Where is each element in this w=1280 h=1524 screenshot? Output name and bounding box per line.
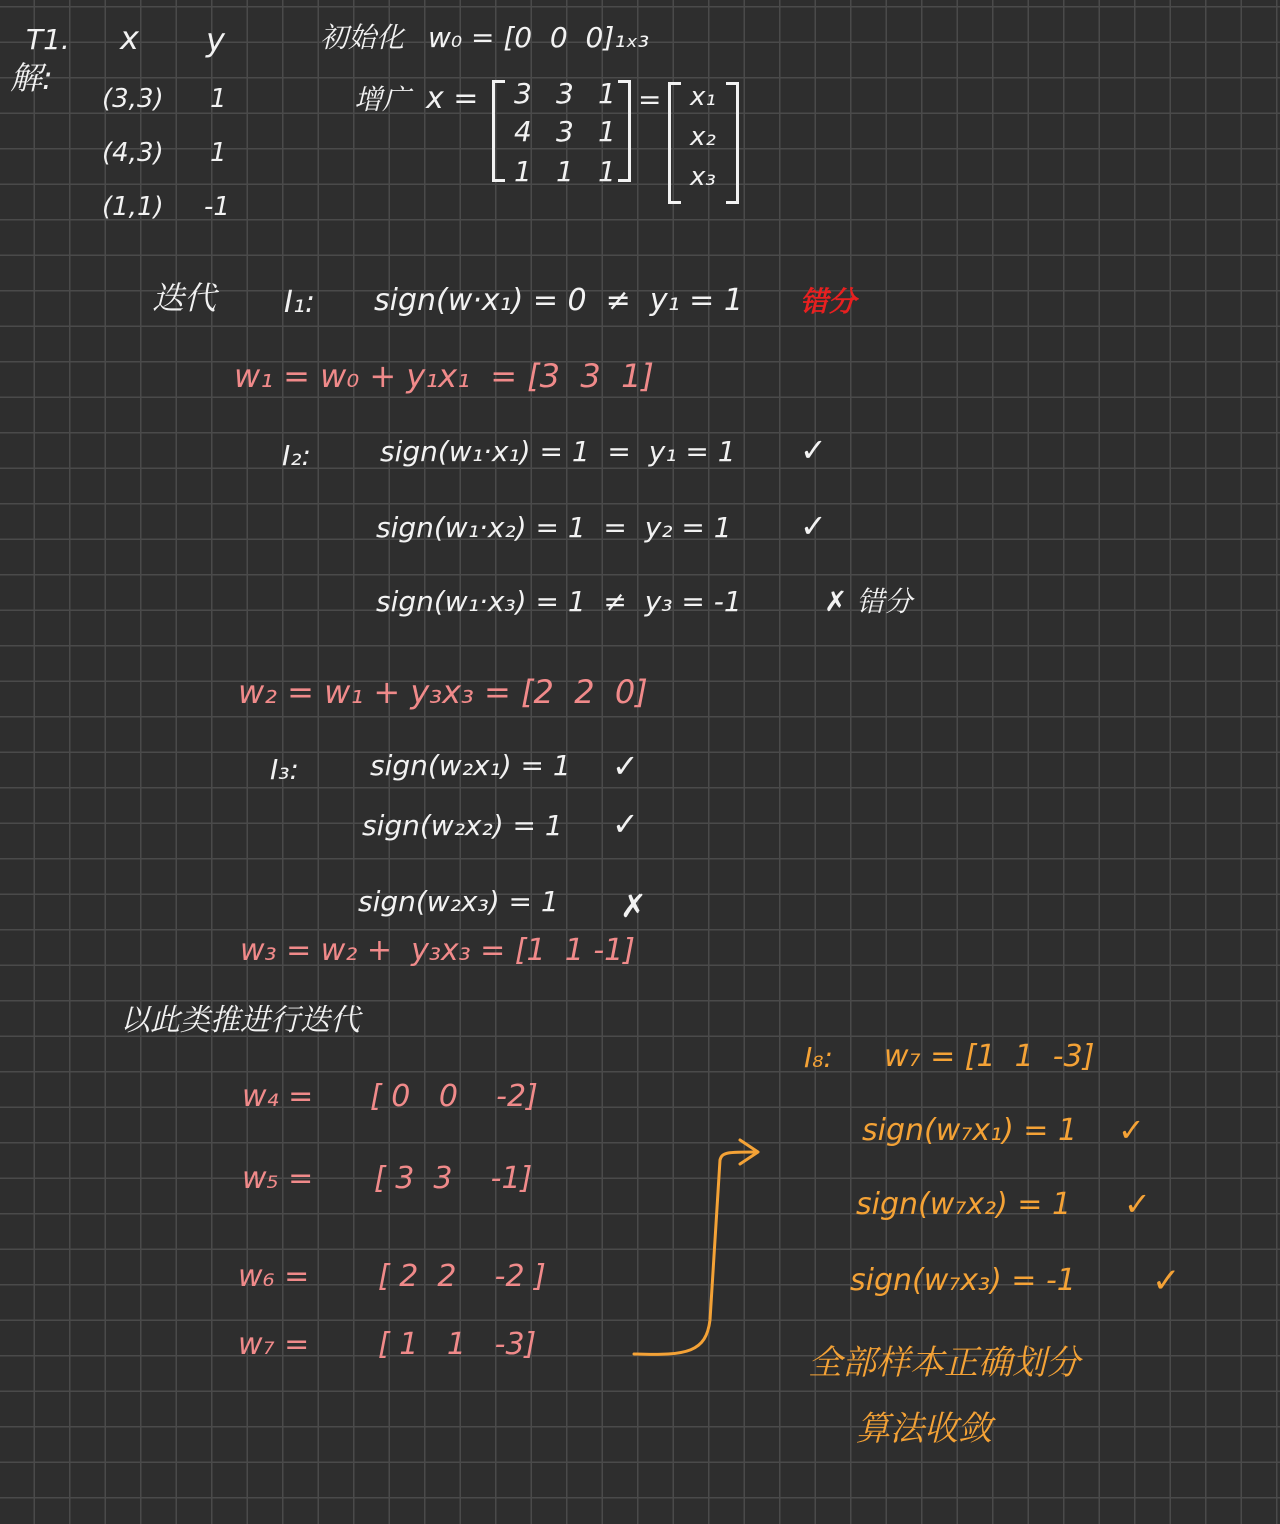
problem-label: T1. <box>26 23 70 56</box>
conclusion-line2: 算法收敛 <box>856 1409 992 1449</box>
weight-value: [ 2 2 -2 ] <box>378 1259 546 1294</box>
i2-line3: sign(w₁·x₃) = 1 ≠ y₃ = -1 <box>376 585 742 618</box>
i3-label: I₃: <box>270 753 299 786</box>
final-line1: sign(w₇x₁) = 1 <box>862 1113 1078 1148</box>
init-text: 初始化 <box>320 21 405 54</box>
iteration-title: 迭代 <box>152 279 217 317</box>
vector-cell: x₃ <box>690 162 716 192</box>
vector-left-bracket <box>668 82 681 204</box>
matrix-cell: 1 <box>598 115 616 148</box>
table-row-x: (3,3) <box>102 84 164 114</box>
weight-value: [ 3 3 -1] <box>374 1161 533 1196</box>
misclassified-mark: ✗ 错分 <box>824 585 913 618</box>
matrix-cell: 1 <box>598 155 616 188</box>
table-row-x: (4,3) <box>102 138 164 168</box>
vector-right-bracket <box>726 82 739 204</box>
check-mark: ✓ <box>800 507 827 545</box>
conclusion-line1: 全部样本正确划分 <box>808 1343 1080 1383</box>
matrix-left-bracket <box>492 80 505 182</box>
matrix-cell: 1 <box>514 155 532 188</box>
i2-label: I₂: <box>282 439 311 472</box>
table-row-x: (1,1) <box>102 192 164 222</box>
matrix-cell: 3 <box>556 115 574 148</box>
weight-name: w₅ = <box>242 1161 314 1196</box>
check-mark: ✓ <box>612 747 639 785</box>
table-row-y: 1 <box>210 138 227 168</box>
init-weight-vector: w₀ = [0 0 0]₁ₓ₃ <box>428 21 650 54</box>
matrix-cell: 3 <box>514 77 532 110</box>
check-mark: ✓ <box>1118 1111 1145 1149</box>
final-line3: sign(w₇x₃) = -1 <box>850 1263 1076 1298</box>
w2-update: w₂ = w₁ + y₃x₃ = [2 2 0] <box>238 673 648 711</box>
matrix-cell: 3 <box>556 77 574 110</box>
weight-name: w₇ = <box>238 1327 310 1362</box>
check-mark: ✓ <box>1124 1185 1151 1223</box>
continue-text: 以此类推进行迭代 <box>120 1003 360 1038</box>
column-x-header: x <box>120 19 139 57</box>
matrix-equals: = <box>638 83 662 116</box>
weight-name: w₆ = <box>238 1259 310 1294</box>
weight-value: [ 0 0 -2] <box>370 1079 538 1114</box>
solution-label: 解: <box>10 59 53 97</box>
i2-line2: sign(w₁·x₂) = 1 = y₂ = 1 <box>376 511 732 544</box>
check-mark: ✓ <box>1152 1261 1181 1301</box>
augment-x-label: x = <box>426 81 479 116</box>
i8-label: I₈: <box>804 1041 833 1074</box>
weight-name: w₄ = <box>242 1079 314 1114</box>
table-row-y: 1 <box>210 84 227 114</box>
w1-update: w₁ = w₀ + y₁x₁ = [3 3 1] <box>234 357 654 395</box>
augment-text: 增广 <box>354 83 411 116</box>
i1-label: I₁: <box>284 285 315 320</box>
i3-line1: sign(w₂x₁) = 1 <box>370 749 571 782</box>
i1-equation: sign(w·x₁) = 0 ≠ y₁ = 1 <box>374 283 743 318</box>
misclassified-mark: 错分 <box>800 285 857 318</box>
i3-line2: sign(w₂x₂) = 1 <box>362 809 563 842</box>
vector-cell: x₁ <box>690 82 716 112</box>
w7-value: w₇ = [1 1 -3] <box>884 1039 1095 1074</box>
i3-line3: sign(w₂x₃) = 1 <box>358 885 559 918</box>
check-mark: ✓ <box>612 805 639 843</box>
check-mark: ✓ <box>800 431 827 469</box>
weight-value: [ 1 1 -3] <box>378 1327 537 1362</box>
matrix-cell: 4 <box>514 115 532 148</box>
final-line2: sign(w₇x₂) = 1 <box>856 1187 1072 1222</box>
matrix-right-bracket <box>618 80 631 182</box>
connector-arrow-icon <box>628 1130 768 1370</box>
matrix-cell: 1 <box>598 77 616 110</box>
table-row-y: -1 <box>204 192 230 222</box>
cross-mark: ✗ <box>620 887 647 925</box>
column-y-header: y <box>206 21 225 59</box>
i2-line1: sign(w₁·x₁) = 1 = y₁ = 1 <box>380 435 736 468</box>
matrix-cell: 1 <box>556 155 574 188</box>
vector-cell: x₂ <box>690 122 716 152</box>
w3-update: w₃ = w₂ + y₃x₃ = [1 1 -1] <box>240 933 635 968</box>
